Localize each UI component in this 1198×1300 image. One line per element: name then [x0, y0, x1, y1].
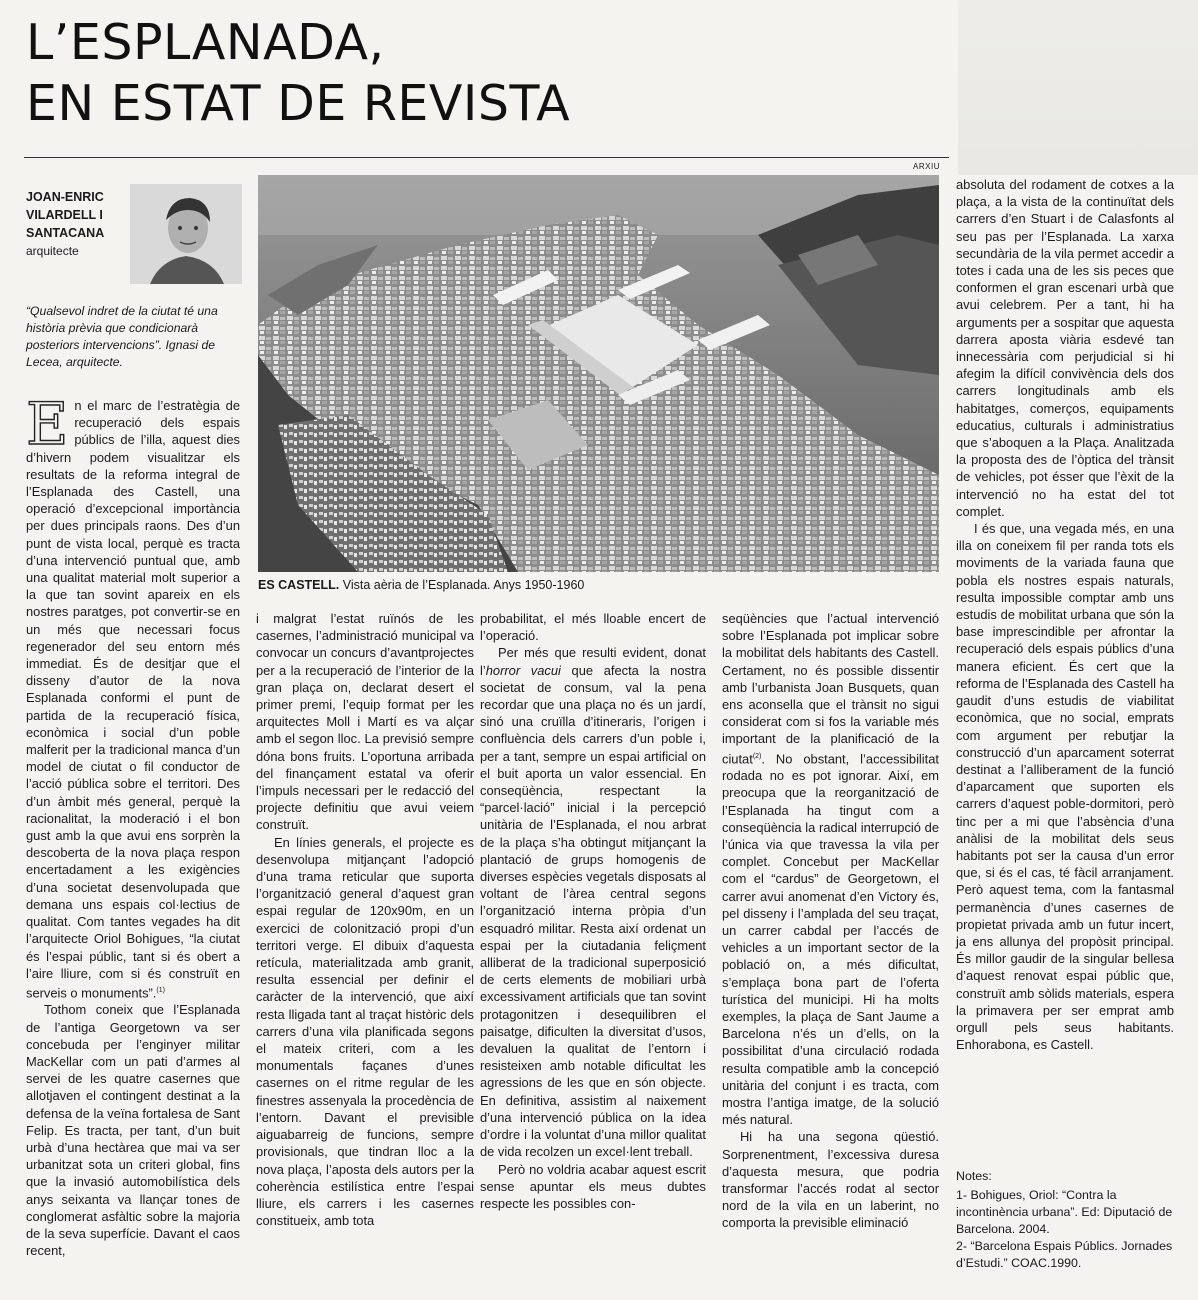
photo-caption: [258, 578, 584, 592]
paragraph: [722, 610, 939, 1128]
paragraph: En línies generals, el projecte es desenvolupa mitjançant l’adopció d’una trama reticular que suporta l’organització general d’aquest gran espai regular de 120x90m, en un exercici de colonització propi d’un territori verge. El dibuix d’aquesta retícula, materialitzada amb granit, resulta essencial per definir el caràcter de la intervenció, que així resta lligada tant al traçat històric dels carrers d’una vila planificada segons el mateix criteri, com a les monumentals façanes d’unes casernes on el ritme regular de les finestres assenyala la procedència de l’entorn. Davant el previsible aiguabarreig de funcions, sempre provisionals, que tindran lloc a la nova plaça, l’aposta dels autors per la coherència estilística entre l’espai lliure, els carrers i les casernes constitueix, amb tota: [256, 834, 474, 1229]
paragraph: Però no voldria acabar aquest escrit sense apuntar els meus dubtes respecte les possibles con-: [480, 1161, 706, 1211]
author-name-line-2: VILARDELL I: [26, 208, 103, 222]
article-column-1: [26, 390, 240, 1259]
caption-location: ES CASTELL.: [258, 578, 340, 592]
author-portrait-illustration: [130, 184, 242, 284]
aerial-photo-illustration: [258, 175, 939, 572]
author-name-line-3: SANTACANA: [26, 226, 105, 240]
adjacent-column-fragment: [958, 0, 1198, 175]
article-column-4: [722, 610, 939, 1232]
title-line-2: EN ESTAT DE REVISTA: [26, 75, 571, 132]
author-role: arquitecte: [26, 244, 79, 258]
footnote-ref: (2): [752, 752, 762, 760]
footnote-2: 2- “Barcelona Espais Públics. Jornades d’Estudi.” COAC.1990.: [956, 1239, 1173, 1270]
paragraph: [480, 644, 706, 1160]
paragraph: probabilitat, el més lloable encert de l’operació.: [480, 611, 706, 644]
footnote-1: 1- Bohigues, Oriol: “Contra la incontinència urbana”. Ed: Diputació de Barcelona. 2004.: [956, 1188, 1173, 1236]
article-column-5: [956, 176, 1174, 1053]
paragraph: Hi ha una segona qüestió. Sorprenentment, l’excessiva duresa d’aquesta mesura, que podria transformar l’accés rodat al sector nord de la vila en un laberint, no comporta la previsible eliminació: [722, 1129, 939, 1231]
paragraph: I és que, una vegada més, en una illa on coneixem fil per randa tots els moviments de la variada fauna que pobla els nostres espais naturals, resulta impossible comptar amb uns estudis de mobilitat urbana que són la base imprescindible per afrontar la recuperació dels espais públics d’una manera eficient. És cert que la reforma de l’Esplanada des Castell ha gaudit d’uns estudis de viabilitat econòmica, que no social, emprats com argument per rebutjar la construcció d’un aparcament soterrat destinat a l’alliberament de la funció d’aparcament que suporten els carrers d’aquest poble-dormitori, però tinc per a mi que l’absència d’una anàlisi de la mobilitat dels seus habitants pot ser la causa d’un error que, si és el cas, té fàcil arranjament. Però aquest tema, com la fantasmal permanència d’unes casernes de propietat privada amb un futur incert, ja ens allunya del propòsit principal. És millor gaudir de la singular bellesa d’aquest renovat espai públic que, construït amb sòlids materials, espera la primavera per ser emprat amb orgull pels seus habitants. Enhorabona, es Castell.: [956, 521, 1174, 1053]
pull-quote: “Qualsevol indret de la ciutat té una història prèvia que condicionarà posteriors intervencions”. Ignasi de Lecea, arquitecte.: [26, 304, 218, 369]
paragraph-text: que afecta la nostra societat de consum, val la pena recordar que una plaça no és un jardí, sinó una cruïlla d’itineraris, l’origen i confluència dels carrers d’un poble i, per a tant, sempre un espai artificial on el buit aporta un valor essencial. En conseqüència, respectant la “parcel·lació” inicial i la percepció unitària de l’Esplanada, el nou arbrat de la plaça s’ha obtingut mitjançant la plantació de grups homogenis de diverses espècies vegetals disposats al voltant de l’àrea central segons l’organització interna pròpia d’un esquadró militar. Resta així ordenat un espai per la ciutadania feliçment alliberat de la tradicional superposició de certs elements de mobiliari urbà excessivament artificials que tan sovint protagonitzen i desequilibren el paisatge, dificulten la diversitat d’usos, devaluen la qualitat de l’entorn i resisteixen amb notable dificultat les agressions de les que en són objecte. En definitiva, assistim al naixement d’una intervenció pública on la idea d’ordre i la voluntat d’una millor qualitat de vida recolzen un excel·lent treball.: [480, 662, 706, 1160]
paragraph: [26, 390, 240, 1001]
caption-text: Vista aèria de l’Esplanada. Anys 1950-1960: [339, 578, 585, 592]
photo-credit: ARXIU: [913, 162, 940, 171]
paragraph: i malgrat l’estat ruïnós de les casernes, l’administració municipal va convocar un concurs d’avantprojectes per a la recuperació de l’interior de la gran plaça on, declarat desert el primer premi, l’equip format per les arquitectes Moll i Martí es va alçar amb el segon lloc. La previsió sempre dóna bons fruits. L’oportuna arribada del finançament estatal va oferir l’impuls necessari per le redacció del projecte definitiu que avui veiem construït.: [256, 611, 474, 833]
article-title: [26, 12, 946, 134]
footnotes: [956, 1168, 1176, 1272]
article-column-2: [256, 610, 474, 1229]
author-byline: [26, 188, 132, 260]
emphasis: horror vacui: [485, 662, 561, 678]
paragraph-text: n el marc de l’estratègia de recuperació dels espais públics de l’illa, aquest dies d’hivern podem visualitzar els resultats de la reforma integral de l’Esplanada des Castell, una operació d’excepcional importància per dues principals raons. Des d’un punt de vista local, perquè es tracta d’una intervenció puntual que, amb una qualitat material molt superior a la que tan sovint apareix en els nostres paratges, pot convertir-se en un més que necessari focus regenerador del seu entorn més immediat. És de desitjar que el disseny d’autor de la nova Esplanada conformi el punt de partida de la recuperació física, econòmica i social d’un poble malferit per la tradicional manca d’un model de ciutat o fil conductor de l’acció pública sobre el territori. Des d’un àmbit més general, perquè la racionalitat, la moderació i el bon gust amb la que avui ens sorprèn la descoberta de la nova plaça respon encertadament a les exigències d’una societat desenvolupada que demana uns espais col·lectius de qualitat. Com tantes vegades ha dit l’arquitecte Oriol Bohigues, “la ciutat és l’espai públic, tant si és obert a l’aire lliure, com si és construït en serveis o monuments”.: [26, 398, 240, 1001]
title-rule: [24, 157, 949, 158]
author-portrait: [130, 184, 242, 284]
drop-cap: E: [26, 390, 69, 458]
author-name-line-1: JOAN-ENRIC: [26, 190, 104, 204]
paragraph-text: seqüències que l’actual intervenció sobre l’Esplanada pot implicar sobre la mobilitat dels habitants des Castell. Certament, no és possible dissentir amb l’urbanista Joan Busquets, quan ens aconsella que el trànsit no sigui considerat com si fos la variable més important de la planificació de la ciutat: [722, 611, 939, 766]
paragraph: absoluta del rodament de cotxes a la plaça, a la vista de la continuïtat dels carrers d’en Stuart i de Calasfonts al seu pas per l’Esplanada. La xarxa secundària de la vila permet accedir a totes i cada una de les sis peces que conformen el gran escenari urbà que avui celebrem. Per a tant, hi ha arguments per a sospitar que aquesta darrera aposta viària esdevé tan innecessària com perjudicial si hi afegim la difícil convivència dels dos carrers longitudinals amb els habitatges, comerços, equipaments educatius, culturals i administratius que s’aboquen a la Plaça. Analitzada la proposta des de l’òptica del trànsit de vehicles, pot ésser que l’èxit de la intervenció no ha estat del tot complet.: [956, 177, 1174, 519]
article-column-3: [480, 610, 706, 1212]
paragraph: Tothom coneix que l’Esplanada de l’antiga Georgetown va ser concebuda per l’enginyer militar MacKellar com un pati d’armes al servei de les quatre casernes que allotjaven el contingent destinat a la defensa de la veïna fortalesa de Sant Felip. Es tracta, per tant, d’un buit urbà d’una hectàrea que mai va ser urbanitzat sota un criteri global, fins que la invasió automobilística dels anys seixanta va llançar tones de conglomerat asfàltic sobre la majoria de la seva superfície. Davant el caos recent,: [26, 1002, 240, 1259]
title-line-1: L’ESPLANADA,: [26, 14, 385, 71]
notes-title: Notes:: [956, 1169, 992, 1183]
paragraph-text: Per més que resulti evident, donat l’: [480, 645, 706, 678]
footnote-ref: (1): [156, 986, 165, 994]
paragraph-text: . No obstant, l’accessibilitat rodada no es pot ignorar. Així, em preocupa que la reorganització de l’Esplanada ha tingut com a conseqüència la radical interrupció de l’única via que travessa la vila per complet. Concebut per MacKellar com el “cardus” de Georgetown, el carrer avui anomenat d’en Victory és, pel disseny i l’amplada del seu traçat, un carrer cabdal per l’accés de vehicles a un important sector de la població on, a més dificultat, s’emplaça bona part de l’oferta turística del municipi. Hi ha molts exemples, la plaça de Sant Jaume a Barcelona n’és un d’ells, on la possibilitat d’una circulació rodada resulta compatible amb la concepció unitària del conjunt i es tracta, com mostra l’antiga imatge, de la solució més natural.: [722, 750, 939, 1128]
aerial-photo: [258, 175, 939, 572]
